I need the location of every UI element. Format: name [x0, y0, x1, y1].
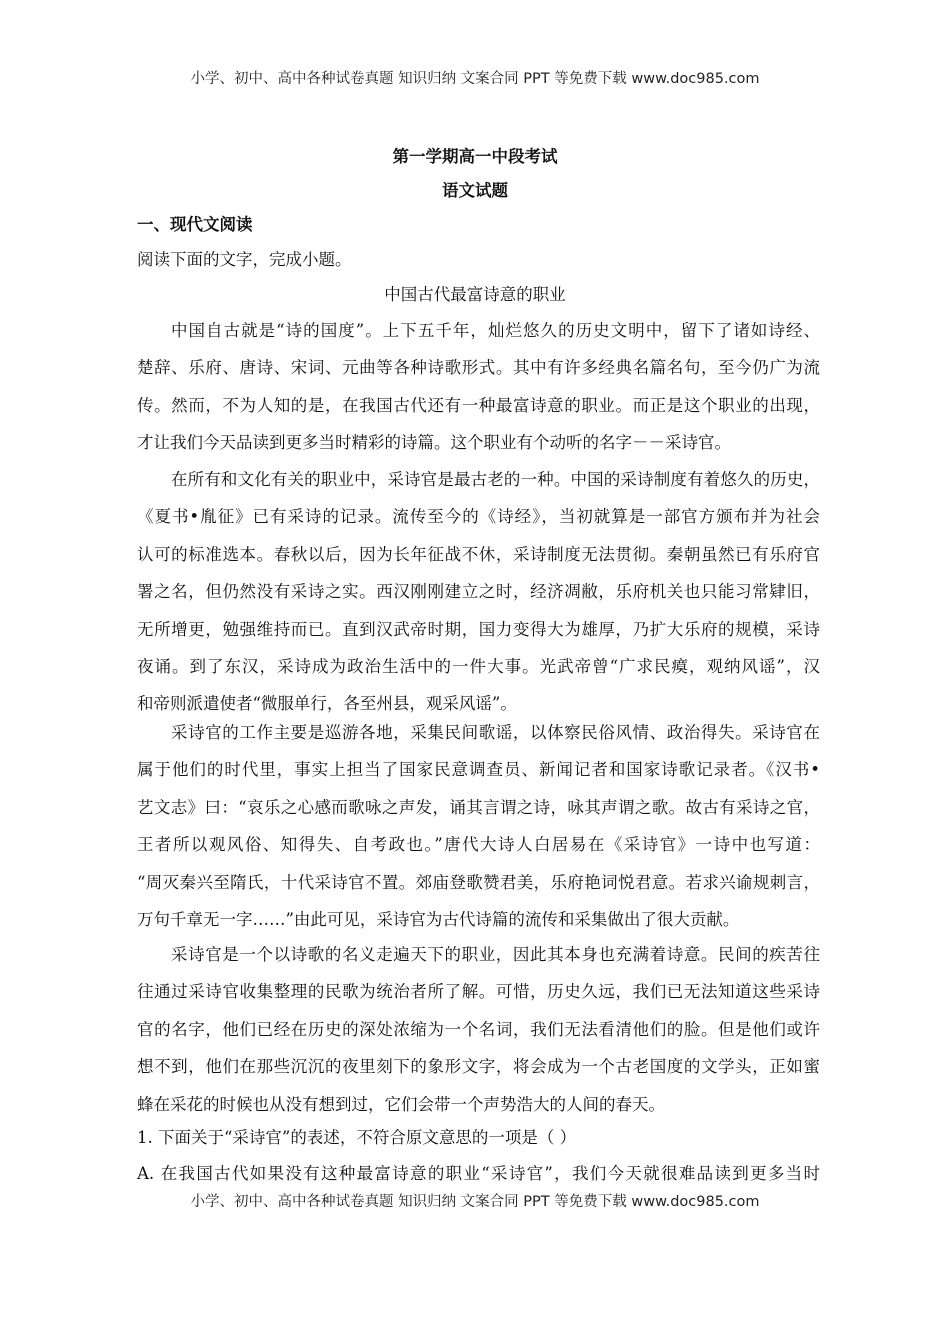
paragraph-4-line: 官的名字，他们已经在历史的深处浓缩为一个名词，我们无法看清他们的脸。但是他们或许	[137, 1019, 820, 1039]
watermark-header: 小学、初中、高中各种试卷真题 知识归纳 文案合同 PPT 等免费下载 www.doc985.com	[190, 71, 760, 87]
paragraph-2-line: 在所有和文化有关的职业中，采诗官是最古老的一种。中国的采诗制度有着悠久的历史，	[171, 470, 820, 489]
paragraph-1-line: 楚辞、乐府、唐诗、宋词、元曲等各种诗歌形式。其中有许多经典名篇名句，至今仍广为流	[137, 358, 820, 378]
paragraph-2-line: 《夏书•胤征》已有采诗的记录。流传至今的《诗经》，当初就算是一部官方颁布并为社会	[137, 507, 820, 527]
paragraph-2-line: 无所增更，勉强维持而已。直到汉武帝时期，国力变得大为雄厚，乃扩大乐府的规模，采诗	[137, 619, 820, 639]
paragraph-3-line: 采诗官的工作主要是巡游各地，采集民间歌谣，以体察民俗风情、政治得失。采诗官在	[171, 723, 820, 742]
paragraph-2-line: 和帝则派遣使者“微服单行，各至州县，观采风谣”。	[137, 694, 517, 714]
watermark-footer: 小学、初中、高中各种试卷真题 知识归纳 文案合同 PPT 等免费下载 www.doc985.com	[190, 1194, 760, 1210]
instruction: 阅读下面的文字，完成小题。	[137, 250, 352, 269]
paragraph-4-line: 采诗官是一个以诗歌的名义走遍天下的职业，因此其本身也充满着诗意。民间的疾苦往	[171, 945, 820, 964]
paragraph-4-line: 想不到，他们在那些沉沉的夜里刻下的象形文字，将会成为一个古老国度的文学头，正如蜜	[137, 1057, 820, 1077]
paragraph-1-line: 才让我们今天品读到更多当时精彩的诗篇。这个职业有个动听的名字－－采诗官。	[137, 433, 731, 453]
paragraph-4-line: 往通过采诗官收集整理的民歌为统治者所了解。可惜，历史久远，我们已无法知道这些采诗	[137, 982, 820, 1002]
paragraph-3-line: 王者所以观风俗、知得失、自考政也。”唐代大诗人白居易在《采诗官》一诗中也写道：	[137, 835, 820, 855]
paragraph-3-line: 万句千章无一字……”由此可见，采诗官为古代诗篇的流传和采集做出了很大贡献。	[137, 910, 740, 929]
article-title: 中国古代最富诗意的职业	[384, 285, 566, 304]
paragraph-2-line: 署之名，但仍然没有采诗之实。西汉刚刚建立之时，经济凋敝，乐府机关也只能习常肄旧，	[137, 582, 820, 602]
paragraph-3-line: 属于他们的时代里，事实上担当了国家民意调查员、新闻记者和国家诗歌记录者。《汉书•	[137, 760, 820, 780]
paragraph-2-line: 夜诵。到了东汉，采诗成为政治生活中的一件大事。光武帝曾“广求民瘼，观纳风谣”，汉	[137, 657, 820, 676]
exam-subtitle: 语文试题	[442, 181, 508, 200]
question-1: 1. 下面关于“采诗官”的表述，不符合原文意思的一项是（ ）	[137, 1128, 577, 1147]
paragraph-3-line: “周灭秦兴至隋氏，十代采诗官不置。郊庙登歌赞君美，乐府艳词悦君意。若求兴谕规刺言，	[137, 872, 820, 892]
paragraph-4-line: 蜂在采花的时候也从没有想到过，它们会带一个声势浩大的人间的春天。	[137, 1094, 665, 1114]
exam-title: 第一学期高一中段考试	[392, 147, 558, 166]
paragraph-1-line: 传。然而，不为人知的是，在我国古代还有一种最富诗意的职业。而正是这个职业的出现，	[137, 395, 820, 415]
question-1-option-a: A. 在我国古代如果没有这种最富诗意的职业“采诗官”，我们今天就很难品读到更多当时	[137, 1164, 820, 1183]
paragraph-2-line: 认可的标准选本。春秋以后，因为长年征战不休，采诗制度无法贯彻。秦朝虽然已有乐府官	[137, 544, 820, 564]
paragraph-1-line: 中国自古就是“诗的国度”。上下五千年，灿烂悠久的历史文明中，留下了诸如诗经、	[171, 321, 820, 340]
section-heading: 一、现代文阅读	[137, 215, 253, 234]
paragraph-3-line: 艺文志》曰：“哀乐之心感而歌咏之声发，诵其言谓之诗，咏其声谓之歌。故古有采诗之官，	[137, 797, 820, 817]
